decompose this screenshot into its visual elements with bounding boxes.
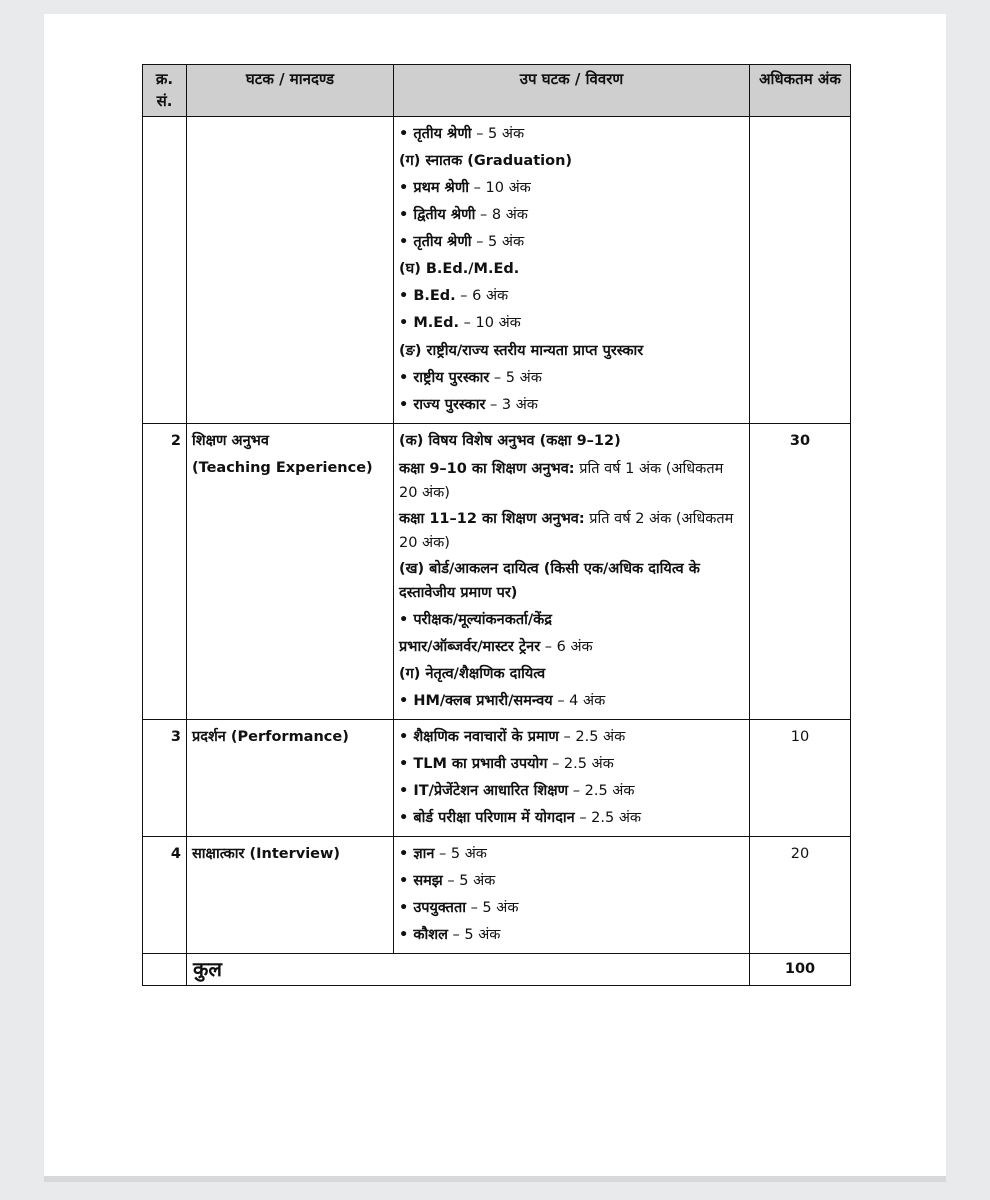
row3-details: [394, 720, 750, 837]
list-item: • शैक्षणिक नवाचारों के प्रमाण – 2.5 अंक: [399, 729, 626, 745]
total-row: [143, 954, 851, 986]
list-item: • उपयुक्तता – 5 अंक: [399, 900, 519, 916]
sub-heading: (ग) स्नातक (Graduation): [399, 153, 573, 169]
list-item: • तृतीय श्रेणी – 5 अंक: [399, 126, 525, 142]
row4-details: [394, 837, 750, 954]
total-value: 100: [750, 954, 851, 986]
sub-heading: (घ) B.Ed./M.Ed.: [399, 261, 520, 277]
list-item: • राष्ट्रीय पुरस्कार – 5 अंक: [399, 370, 542, 386]
list-item: • IT/प्रेजेंटेशन आधारित शिक्षण – 2.5 अंक: [399, 783, 635, 799]
header-component: घटक / मानदण्ड: [187, 65, 394, 117]
header-max-marks: अधिकतम अंक: [750, 65, 851, 117]
row2-component: शिक्षण अनुभव (Teaching Experience): [187, 424, 394, 720]
row3-max: 10: [750, 720, 851, 837]
page-bottom-edge: [44, 1176, 946, 1182]
total-label: कुल: [187, 954, 750, 986]
list-item: • बोर्ड परीक्षा परिणाम में योगदान – 2.5 अंक: [399, 810, 642, 826]
header-subcomponent: उप घटक / विवरण: [394, 65, 750, 117]
row1-details: [394, 117, 750, 424]
list-item: कक्षा 9–10 का शिक्षण अनुभव: प्रति वर्ष 1 अंक (अधिकतम 20 अंक): [399, 461, 724, 501]
list-item: • ज्ञान – 5 अंक: [399, 846, 487, 862]
sub-heading: (ख) बोर्ड/आकलन दायित्व (किसी एक/अधिक दायित्व के दस्तावेजीय प्रमाण पर): [399, 561, 700, 601]
table-row-3: [143, 720, 851, 837]
list-item: • परीक्षक/मूल्यांकनकर्ता/केंद्र: [399, 612, 552, 628]
sub-heading: (ङ) राष्ट्रीय/राज्य स्तरीय मान्यता प्राप्त पुरस्कार: [399, 343, 644, 359]
row2-max: 30: [750, 424, 851, 720]
row4-component: साक्षात्कार (Interview): [187, 837, 394, 954]
list-item: • तृतीय श्रेणी – 5 अंक: [399, 234, 525, 250]
list-item: • समझ – 5 अंक: [399, 873, 496, 889]
list-item: प्रभार/ऑब्जर्वर/मास्टर ट्रेनर – 6 अंक: [399, 639, 593, 655]
list-item: • B.Ed. – 6 अंक: [399, 288, 509, 304]
row4-max: 20: [750, 837, 851, 954]
sub-heading: (क) विषय विशेष अनुभव (कक्षा 9–12): [399, 433, 621, 449]
document-page: [44, 14, 946, 1182]
table-row-4: [143, 837, 851, 954]
list-item: • राज्य पुरस्कार – 3 अंक: [399, 397, 538, 413]
list-item: • TLM का प्रभावी उपयोग – 2.5 अंक: [399, 756, 614, 772]
row4-sno: 4: [143, 837, 187, 954]
header-sno: क्र. सं.: [143, 65, 187, 117]
list-item: • HM/क्लब प्रभारी/समन्वय – 4 अंक: [399, 693, 606, 709]
list-item: • कौशल – 5 अंक: [399, 927, 501, 943]
header-row: [143, 65, 851, 117]
row3-component: प्रदर्शन (Performance): [187, 720, 394, 837]
table-row-1-continued: [143, 117, 851, 424]
row3-sno: 3: [143, 720, 187, 837]
list-item: • द्वितीय श्रेणी – 8 अंक: [399, 207, 528, 223]
row2-details: [394, 424, 750, 720]
sub-heading: (ग) नेतृत्व/शैक्षणिक दायित्व: [399, 666, 546, 682]
total-sno: [143, 954, 187, 986]
table-row-2: [143, 424, 851, 720]
row1-sno: [143, 117, 187, 424]
list-item: • प्रथम श्रेणी – 10 अंक: [399, 180, 531, 196]
list-item: कक्षा 11–12 का शिक्षण अनुभव: प्रति वर्ष 2 अंक (अधिकतम 20 अंक): [399, 511, 734, 551]
row1-component: [187, 117, 394, 424]
row1-max: [750, 117, 851, 424]
marks-table: [142, 64, 851, 986]
list-item: • M.Ed. – 10 अंक: [399, 315, 521, 331]
row2-sno: 2: [143, 424, 187, 720]
